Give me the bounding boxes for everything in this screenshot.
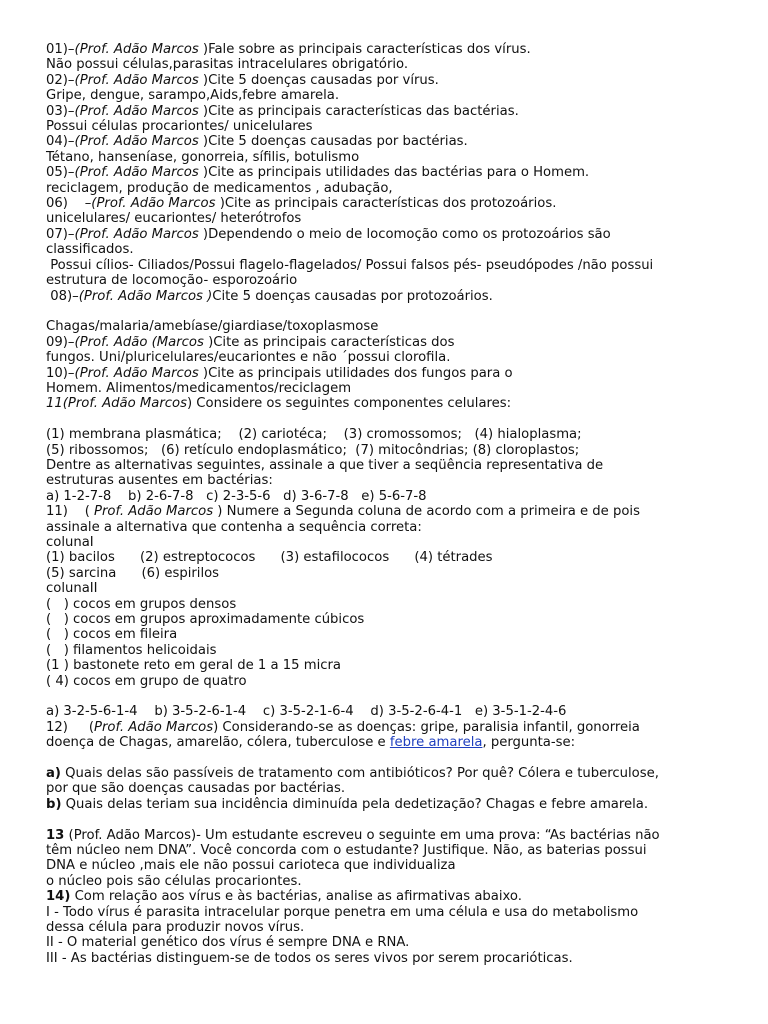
answer-10: Homem. Alimentos/medicamentos/reciclagem [46, 380, 352, 396]
answer-08: Chagas/malaria/amebíase/giardiase/toxoplasmose [46, 319, 379, 335]
answer-04: Tétano, hanseníase, gonorreia, sífilis, botulismo [46, 149, 360, 165]
statement-i: I - Todo vírus é parasita intracelular porque penetra em uma célula e usa do metabolismo [46, 904, 639, 920]
statement-ii: II - O material genético dos vírus é sempre DNA e RNA. [46, 935, 410, 951]
question-13-line: o núcleo pois são células procariontes. [46, 873, 302, 889]
question-12: 12) (Prof. Adão Marcos) Considerando-se as doenças: gripe, paralisia infantil, gonorreia [46, 719, 640, 735]
answer-05: reciclagem, produção de medicamentos , adubação, [46, 180, 393, 196]
question-12-cont: doença de Chagas, amarelão, cólera, tuberculose e febre amarela, pergunta-se: [46, 735, 576, 751]
febre-amarela-link[interactable]: febre amarela [389, 735, 483, 751]
question-13-line: têm núcleo nem DNA”. Você concorda com o estudante? Justifique. Não, as baterias possui [46, 843, 647, 859]
column-1-items: (1) bacilos (2) estreptococos (3) estafilococos (4) tétrades [46, 550, 493, 566]
question-09: 09)–(Prof. Adão (Marcos )Cite as principais características dos [46, 334, 455, 350]
column-2-row: ( ) cocos em fileira [46, 627, 178, 643]
answer-03: Possui células procariontes/ unicelulares [46, 119, 313, 135]
question-07-cont: classificados. [46, 242, 134, 258]
column-2-row: (1 ) bastonete reto em geral de 1 a 15 micra [46, 658, 342, 674]
column-2-row: ( ) cocos em grupos densos [46, 596, 237, 612]
answer-02: Gripe, dengue, sarampo,Aids,febre amarela. [46, 88, 340, 104]
question-04: 04)–(Prof. Adão Marcos )Cite 5 doenças causadas por bactérias. [46, 134, 468, 150]
column-1-label: colunaI [46, 534, 94, 550]
question-06: 06) –(Prof. Adão Marcos )Cite as principais características dos protozoários. [46, 196, 557, 212]
column-2-row: ( ) filamentos helicoidais [46, 642, 217, 658]
column-2-row: ( 4) cocos em grupo de quatro [46, 673, 247, 689]
question-12a-cont: por que são doenças causadas por bactérias. [46, 781, 346, 797]
question-01: 01)–(Prof. Adão Marcos )Fale sobre as principais características dos vírus. [46, 42, 531, 57]
answer-07: Possui cílios- Ciliados/Possui flagelo-flagelados/ Possui falsos pés- pseudópodes /não possui [46, 257, 654, 273]
question-02: 02)–(Prof. Adão Marcos )Cite 5 doenças causadas por vírus. [46, 72, 439, 88]
question-11b-cont: assinale a alternativa que contenha a sequência correta: [46, 519, 422, 535]
question-07: 07)–(Prof. Adão Marcos )Dependendo o meio de locomoção como os protozoários são [46, 226, 611, 242]
component-list-1: (1) membrana plasmática; (2) cariotéca; (3) cromossomos; (4) hialoplasma; [46, 427, 582, 443]
document-body [46, 42, 746, 966]
answer-01: Não possui células,parasitas intracelulares obrigatório. [46, 57, 409, 73]
column-1-items-cont: (5) sarcina (6) espirilos [46, 565, 220, 581]
question-08: 08)–(Prof. Adão Marcos )Cite 5 doenças causadas por protozoários. [46, 288, 493, 304]
options-11a: a) 1-2-7-8 b) 2-6-7-8 c) 2-3-5-6 d) 3-6-7-8 e) 5-6-7-8 [46, 488, 427, 504]
question-11a-text: Dentre as alternativas seguintes, assinale a que tiver a seqüência representativa de [46, 457, 604, 473]
question-11b: 11) ( Prof. Adão Marcos ) Numere a Segunda coluna de acordo com a primeira e de pois [46, 504, 640, 520]
question-11a: 11(Prof. Adão Marcos) Considere os seguintes componentes celulares: [46, 396, 512, 412]
component-list-2: (5) ribossomos; (6) retículo endoplasmático; (7) mitocôndrias; (8) cloroplastos; [46, 442, 580, 458]
question-10: 10)–(Prof. Adão Marcos )Cite as principais utilidades dos fungos para o [46, 365, 513, 381]
column-2-row: ( ) cocos em grupos aproximadamente cúbicos [46, 612, 365, 627]
statement-iii: III - As bactérias distinguem-se de todos os seres vivos por serem procarióticas. [46, 950, 573, 966]
column-2-label: colunaII [46, 581, 98, 597]
answer-09: fungos. Uni/pluricelulares/eucariontes e não ´possui clorofila. [46, 350, 451, 366]
question-14: 14) Com relação aos vírus e às bactérias, analise as afirmativas abaixo. [46, 889, 522, 905]
question-05: 05)–(Prof. Adão Marcos )Cite as principais utilidades das bactérias para o Homem. [46, 165, 590, 181]
question-13-line: DNA e núcleo ,mais ele não possui carioteca que individualiza [46, 858, 456, 874]
options-11b: a) 3-2-5-6-1-4 b) 3-5-2-6-1-4 c) 3-5-2-1-6-4 d) 3-5-2-6-4-1 e) 3-5-1-2-4-6 [46, 704, 567, 720]
statement-i-cont: dessa célula para produzir novos vírus. [46, 920, 305, 936]
question-11a-text-cont: estruturas ausentes em bactérias: [46, 473, 273, 489]
question-13: 13 (Prof. Adão Marcos)- Um estudante escreveu o seguinte em uma prova: “As bactérias não [46, 827, 660, 843]
question-12b: b) Quais delas teriam sua incidência diminuída pela dedetização? Chagas e febre amarela. [46, 796, 649, 812]
question-03: 03)–(Prof. Adão Marcos )Cite as principais características das bactérias. [46, 103, 519, 119]
answer-07-cont: estrutura de locomoção- esporozoário [46, 273, 298, 289]
question-12a: a) Quais delas são passíveis de tratamento com antibióticos? Por quê? Cólera e tuberculose, [46, 766, 659, 782]
answer-06: unicelulares/ eucariontes/ heterótrofos [46, 211, 302, 227]
